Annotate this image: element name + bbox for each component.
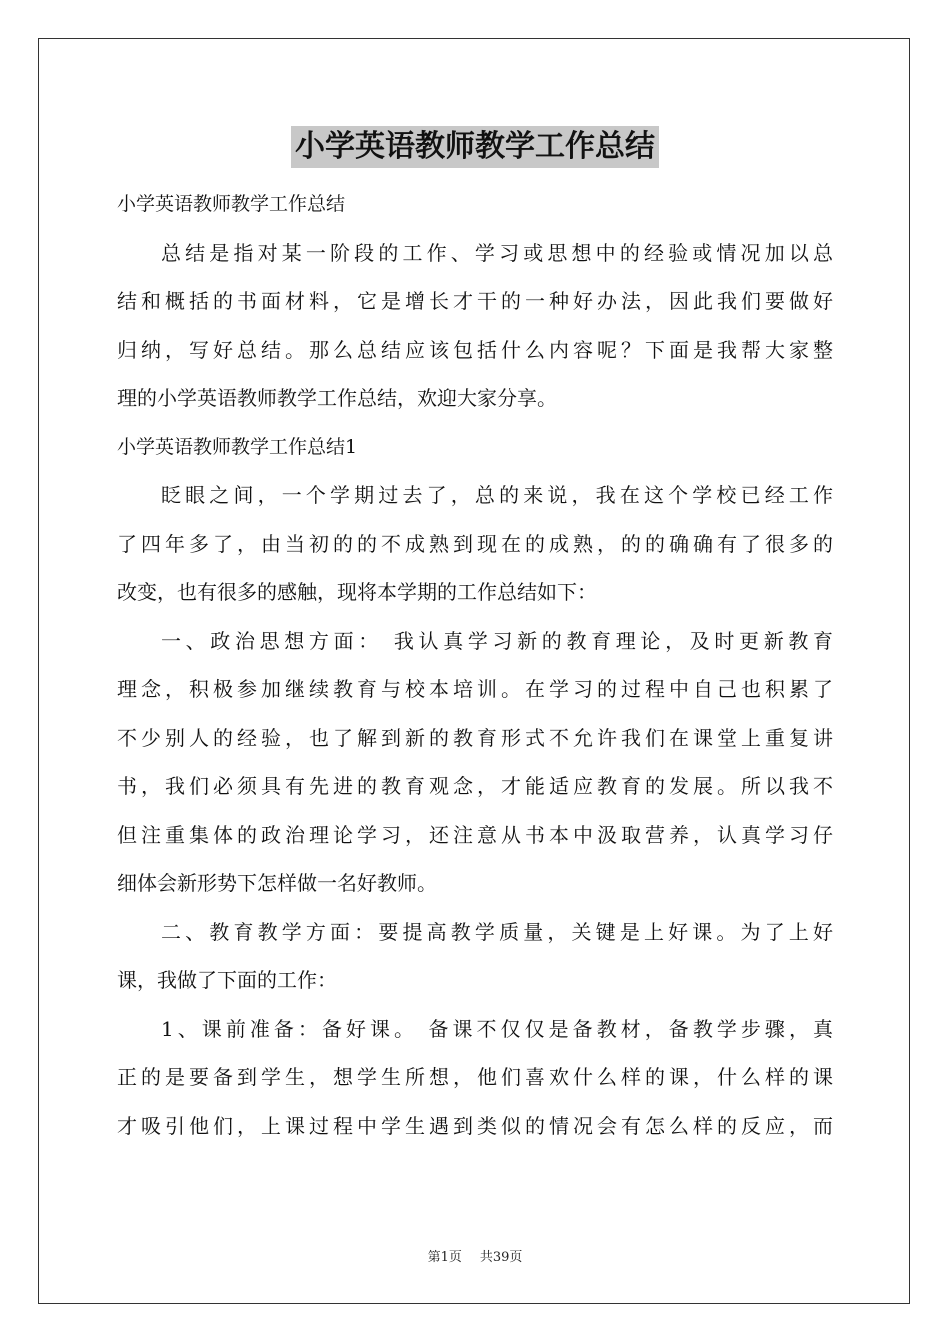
title-container (0, 126, 950, 168)
page-number: 第1页 (427, 1250, 462, 1265)
paragraph-line: 眨眼之间，一个学期过去了，总的来说，我在这个学校已经工作 (161, 483, 833, 507)
paragraph-line: 改变，也有很多的感触，现将本学期的工作总结如下： (117, 580, 597, 604)
paragraph-line: 书，我们必须具有先进的教育观念，才能适应教育的发展。所以我不 (117, 774, 833, 798)
page-total: 共39页 (479, 1250, 523, 1265)
paragraph-line: 理的小学英语教师教学工作总结，欢迎大家分享。 (117, 386, 557, 410)
document-body (117, 180, 833, 1150)
paragraph-line: 归纳，写好总结。那么总结应该包括什么内容呢？下面是我帮大家整 (117, 337, 833, 362)
paragraph-line: 结和概括的书面材料，它是增长才干的一种好办法，因此我们要做好 (117, 289, 833, 313)
paragraph-line: 但注重集体的政治理论学习，还注意从书本中汲取营养，认真学习仔 (117, 822, 833, 847)
paragraph-line: 1、课前准备：备好课。 备课不仅仅是备教材，备教学步骤，真 (161, 1016, 833, 1041)
section-heading: 小学英语教师教学工作总结1 (117, 435, 358, 458)
paragraph-line: 才吸引他们，上课过程中学生遇到类似的情况会有怎么样的反应，而 (117, 1113, 833, 1138)
paragraph-line: 细体会新形势下怎样做一名好教师。 (117, 871, 437, 895)
paragraph-line: 课，我做了下面的工作： (117, 968, 337, 992)
paragraph-line: 一、政治思想方面： 我认真学习新的教育理论，及时更新教育 (161, 628, 833, 653)
subtitle-line: 小学英语教师教学工作总结 (117, 193, 346, 215)
paragraph-line: 正的是要备到学生，想学生所想，他们喜欢什么样的课，什么样的课 (117, 1065, 833, 1089)
paragraph-line: 总结是指对某一阶段的工作、学习或思想中的经验或情况加以总 (161, 240, 833, 265)
page-footer (0, 1246, 950, 1265)
paragraph-line: 二、教育教学方面：要提高教学质量，关键是上好课。为了上好 (161, 919, 833, 944)
paragraph-line: 理念，积极参加继续教育与校本培训。在学习的过程中自己也积累了 (117, 677, 833, 701)
paragraph-line: 了四年多了，由当初的的不成熟到现在的成熟，的的确确有了很多的 (117, 531, 833, 556)
document-title: 小学英语教师教学工作总结 (291, 126, 659, 168)
paragraph-line: 不少别人的经验，也了解到新的教育形式不允许我们在课堂上重复讲 (117, 725, 833, 750)
